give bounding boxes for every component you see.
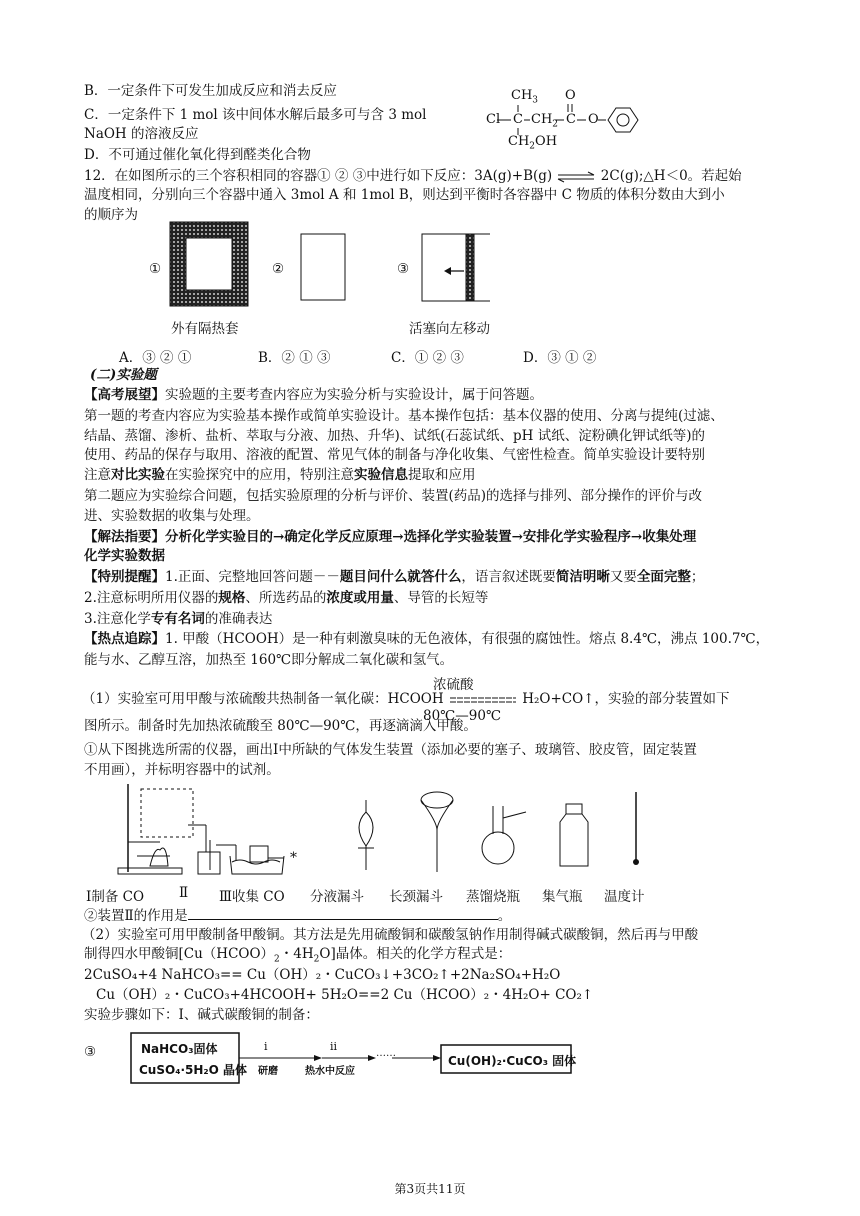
p2-line4: 注意对比实验在实验探究中的应用，特别注意实验信息提取和应用 (84, 467, 476, 483)
p3-line1: 第二题应为实验综合问题，包括实验原理的分析与评价、装置(药品)的选择与排列、部分操作的评价与改 (84, 488, 703, 504)
page-footer: 第3页共11页 (394, 1182, 466, 1196)
flow-box2: Cu(OH)₂·CuCO₃ 固体 (448, 1054, 577, 1068)
p10-line2: 不用画），并标明容器中的试剂。 (84, 762, 280, 778)
section-title: (二)实验题 (90, 367, 157, 383)
p4-line1: 【解法指要】分析化学实验目的→确定化学反应原理→选择化学实验装置→安排化学实验程序→收集处理 (84, 529, 697, 545)
option-d: D．不可通过催化氧化得到醛类化合物 (84, 147, 311, 163)
flow-marker: ③ (84, 1044, 97, 1060)
ch3-label: CH (511, 88, 533, 103)
q12-line3: 的顺序为 (84, 207, 138, 223)
p12-line2: 制得四水甲酸铜[$Cu(HCOO)_2$・$4H_2O$]晶体。相关的化学方程式是： (84, 946, 512, 965)
ch2-label: CH (531, 112, 553, 127)
p6-line: 2.注意标明所用仪器的规格、所选药品的浓度或用量、导管的长短等 (84, 590, 489, 606)
equation-2: 2CuSO₄+4 NaHCO₃== Cu（OH）₂・CuCO₃↓+3CO₂↑+2Na₂SO₄+H₂O (84, 967, 561, 983)
flow-step2-bottom: 热水中反应 (305, 1066, 355, 1077)
p12-line1: （2）实验室可用甲酸制备甲酸铜。其方法是先用硫酸铜和碳酸氢钠作用制得碱式碳酸铜，然后再与甲酸 (82, 927, 699, 943)
flow-step2-top: ii (330, 1040, 338, 1053)
label-setup-i: Ⅰ制备 CO (86, 889, 145, 905)
flow-box1-line2: CuSO₄·5H₂O 晶体 (139, 1063, 248, 1077)
option-b: B．一定条件下可发生加成反应和消去反应 (84, 83, 337, 99)
label-long-neck-funnel: 长颈漏斗 (389, 889, 443, 905)
option-c-line2: NaOH 的溶液反应 (84, 126, 199, 142)
label-setup-ii: Ⅱ (179, 885, 189, 901)
p11-line: ②装置Ⅱ的作用是 。 (84, 905, 511, 926)
p5-line: 【特别提醒】1.正面、完整地回答问题－－题目问什么就答什么，语言叙述既要简洁明晰又要全面完整； (84, 569, 705, 585)
flow-box1-line1: NaHCO₃固体 (141, 1042, 218, 1056)
flow-step1-top: i (264, 1040, 268, 1053)
q12-line1: 12．在如图所示的三个容积相同的容器① ② ③中进行如下反应：3A(g)+B(g) 2C(g);△H＜0。若起始 (84, 168, 742, 184)
equation-3: Cu（OH）₂・CuCO₃+4HCOOH+ 5H₂O==2 Cu（HCOO）₂・4H₂O+ CO₂↑ (96, 987, 594, 1003)
label-thermometer: 温度计 (604, 889, 645, 905)
p2-line3: 使用、药品的保存与取用、溶液的配置、常见气体的制备与净化收集、气密性检查。简单实验设计要特别 (84, 447, 705, 463)
flow-step1-bottom: 研磨 (258, 1066, 278, 1077)
ch2oh-label: CH (508, 134, 530, 149)
p9-line2: 图所示。制备时先加热浓硫酸至 80℃—90℃，再逐滴滴入甲酸。 (84, 718, 477, 734)
eq1-below: 80℃—90℃ (423, 708, 502, 724)
star-mark: * (290, 850, 297, 866)
p10-line1: ①从下图挑选所需的仪器，画出Ⅰ中所缺的气体发生装置（添加必要的塞子、玻璃管、胶皮管，固定装置 (84, 742, 697, 758)
p4-line2: 化学实验数据 (84, 548, 165, 564)
choice-d: D．③ ① ② (523, 350, 597, 366)
p3-line2: 进、实验数据的收集与处理。 (84, 508, 260, 524)
label-separatory-funnel: 分液漏斗 (310, 889, 364, 905)
container-2-label: ② (272, 261, 285, 277)
container-3-caption: 活塞向左移动 (409, 321, 490, 337)
choice-a: A．③ ② ① (119, 350, 192, 366)
container-3-label: ③ (397, 261, 410, 277)
p7-line: 3.注意化学专有名词的准确表达 (84, 611, 273, 627)
p13-line: 实验步骤如下：Ⅰ、碱式碳酸铜的制备： (84, 1007, 319, 1023)
label-setup-iii: Ⅲ收集 CO (219, 889, 285, 905)
container-1-caption: 外有隔热套 (171, 321, 239, 337)
p2-line1: 第一题的考查内容应为实验基本操作或简单实验设计。基本操作包括：基本仪器的使用、分离与提纯(过滤、 (84, 408, 724, 424)
p8-line1: 【热点追踪】1. 甲酸（HCOOH）是一种有刺激臭味的无色液体，有很强的腐蚀性。熔点 8.4℃，沸点 100.7℃， (84, 631, 770, 647)
ester-o: O (588, 112, 599, 127)
eq1-line: （1）实验室可用甲酸与浓硫酸共热制备一氧化碳：HCOOH H₂O+CO↑，实验的部分装置如下 (82, 691, 730, 707)
carbonyl-o: O (565, 88, 576, 103)
c2-label: C (566, 112, 576, 127)
q12-line2: 温度相同，分别向三个容器中通入 3mol A 和 1mol B，则达到平衡时各容器中 C 物质的体积分数由大到小 (84, 187, 725, 203)
option-c-line1: C．一定条件下 1 mol 该中间体水解后最多可与含 3 mol (84, 107, 427, 123)
label-distillation-flask: 蒸馏烧瓶 (466, 889, 520, 905)
choice-b: B．② ① ③ (258, 350, 331, 366)
choice-c: C．① ② ③ (391, 350, 464, 366)
p8-line2: 能与水、乙醇互溶，加热至 160℃即分解成二氧化碳和氢气。 (84, 652, 454, 668)
cl-label: Cl (486, 112, 501, 127)
flow-dots: …… (376, 1048, 396, 1059)
p-outlook: 【高考展望】实验题的主要考查内容应为实验分析与实验设计，属于问答题。 (84, 387, 543, 403)
p2-line2: 结晶、蒸馏、渗析、盐析、萃取与分液、加热、升华)、试纸(石蕊试纸、pH 试纸、淀粉碘化钾试纸等)的 (84, 428, 706, 444)
eq1-above: 浓硫酸 (433, 677, 474, 693)
container-1-label: ① (149, 261, 162, 277)
c-label: C (513, 112, 523, 127)
label-gas-bottle: 集气瓶 (542, 889, 583, 905)
